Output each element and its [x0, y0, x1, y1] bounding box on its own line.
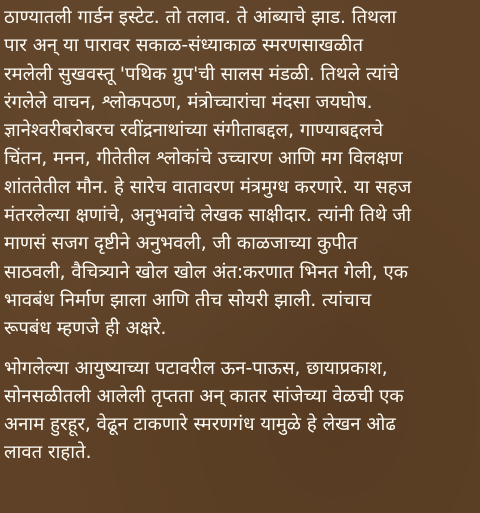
text-line: माणसं सजग दृष्टीने अनुभवली, जी काळजाच्या कुपीत [4, 233, 358, 255]
text-line: लावत राहाते. [4, 442, 92, 464]
paragraph-1 [4, 4, 474, 344]
text-line: रमलेली सुखवस्तू 'पथिक ग्रुप'ची सालस मंडळी. तिथले त्यांचे [4, 63, 399, 85]
text-line: रंगलेले वाचन, श्लोकपठण, मंत्रोच्चारांचा मंदसा जयघोष. [4, 91, 373, 113]
text-line: मंतरलेल्या क्षणांचे, अनुभवांचे लेखक साक्षीदार. त्यांनी तिथे जी [4, 205, 412, 227]
text-line: भावबंध निर्माण झाला आणि तीच सोयरी झाली. त्यांचाच [4, 289, 372, 311]
text-line: रूपबंध म्हणजे ही अक्षरे. [4, 318, 167, 340]
text-line: पार अन् या पारावर सकाळ-संध्याकाळ स्मरणसाखळीत [4, 35, 364, 57]
text-line: अनाम हुरहूर, वेढून टाकणारे स्मरणगंध यामुळे हे लेखन ओढ [4, 414, 396, 436]
text-line: शांततेतील मौन. हे सारेच वातावरण मंत्रमुग्ध करणारे. या सहज [4, 176, 412, 198]
text-line: चिंतन, मनन, गीतेतील श्लोकांचे उच्चारण आणि मग विलक्षण [4, 148, 403, 170]
paragraph-2 [4, 355, 474, 468]
text-line: साठवली, वैचित्र्याने खोल खोल अंत:करणात भिनत गेली, एक [4, 261, 408, 283]
text-line: सोनसळीतली आलेली तृप्तता अन् कातर सांजेच्या वेळची एक [4, 385, 404, 407]
text-line: ठाण्यातली गार्डन इस्टेट. तो तलाव. ते आंब्याचे झाड. तिथला [4, 7, 397, 28]
text-line: भोगलेल्या आयुष्याच्या पटावरील ऊन-पाऊस, छायाप्रकाश, [4, 357, 388, 379]
text-line: ज्ञानेश्वरीबरोबरच रवींद्रनाथांच्या संगीताबद्दल, गाण्याबद्दलचे [4, 120, 384, 142]
